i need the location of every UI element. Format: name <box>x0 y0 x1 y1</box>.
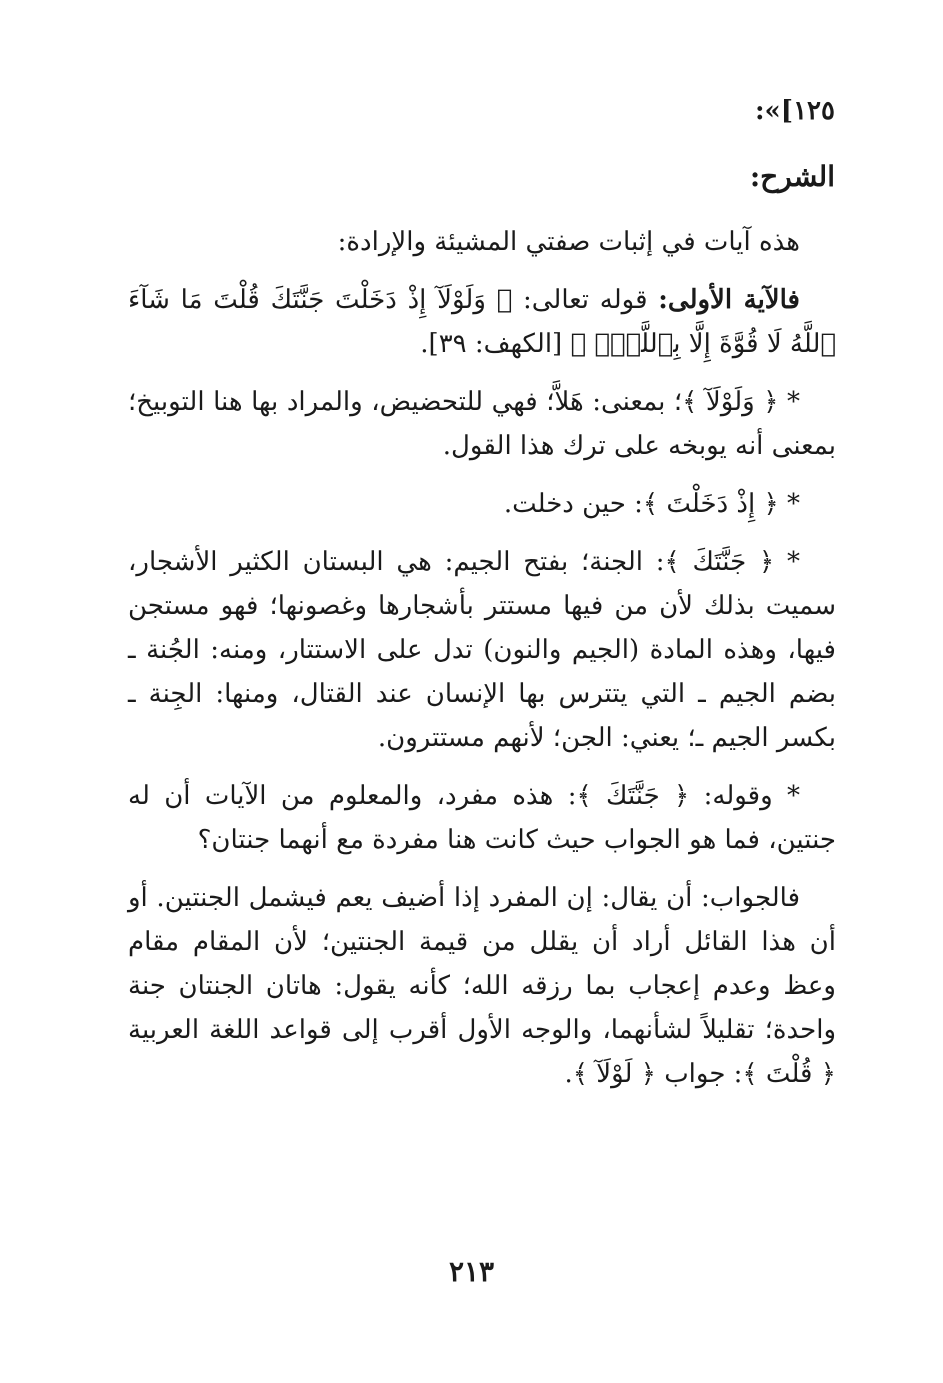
first-verse-label: فالآية الأولى: <box>658 285 800 315</box>
answer-paragraph: فالجواب: أن يقال: إن المفرد إذا أضيف يعم فيشمل الجنتين. أو أن هذا القائل أراد أن يقلل من قيمة الجنتين؛ لأن المقام مقام وعظ وعدم إعجاب بما رزقه الله؛ كأنه يقول: هاتان الجنتان جنة واحدة؛ تقليلاً لشأنهما، والوجه الأول أقرب إلى قواعد اللغة العربية ﴿ قُلْتَ ﴾: جواب ﴿ لَوْلَآ ﴾. <box>128 883 836 1089</box>
first-verse-text: قوله تعالى: ﴿ وَلَوْلَآ إِذْ دَخَلْتَ جَنَّتَكَ قُلْتَ مَا شَآءَ ٱللَّهُ لَا قُوَّةَ إِلَّا بِٱللَّهِۚ ﴾ [الكهف: ٣٩]. <box>128 285 836 359</box>
idh-dakhalta-paragraph: * ﴿ إِذْ دَخَلْتَ ﴾: حين دخلت. <box>503 489 800 519</box>
question-paragraph: * وقوله: ﴿ جَنَّتَكَ ﴾: هذه مفرد، والمعلوم من الآيات أن له جنتين، فما هو الجواب حيث كانت هنا مفردة مع أنهما جنتان؟ <box>128 781 836 855</box>
page-number: ٢١٣ <box>448 1255 495 1288</box>
verse-reference-end: ١٢٥]»: <box>754 96 835 126</box>
jannataka-paragraph: * ﴿ جَنَّتَكَ ﴾: الجنة؛ بفتح الجيم: هي البستان الكثير الأشجار، سميت بذلك لأن من فيها مستتر بأشجارها وغصونها؛ فهو مستجن فيها، وهذه المادة (الجيم والنون) تدل على الاستتار، ومنه: الجُنة ـ بضم الجيم ـ التي يتترس بها الإنسان عند القتال، ومنها: الجِنة ـ بكسر الجيم ـ؛ يعني: الجن؛ لأنهم مستترون. <box>128 547 836 753</box>
commentary-body <box>128 220 836 1096</box>
first-verse-paragraph <box>128 278 836 366</box>
section-title: الشرح: <box>749 160 835 193</box>
intro-paragraph: هذه آيات في إثبات صفتي المشيئة والإرادة: <box>337 227 800 257</box>
wa-lawla-paragraph: * ﴿ وَلَوْلَآ ﴾؛ بمعنى: هَلاَّ؛ فهي للتحضيض، والمراد بها هنا التوبيخ؛ بمعنى أنه يوبخه على ترك هذا القول. <box>128 387 836 461</box>
